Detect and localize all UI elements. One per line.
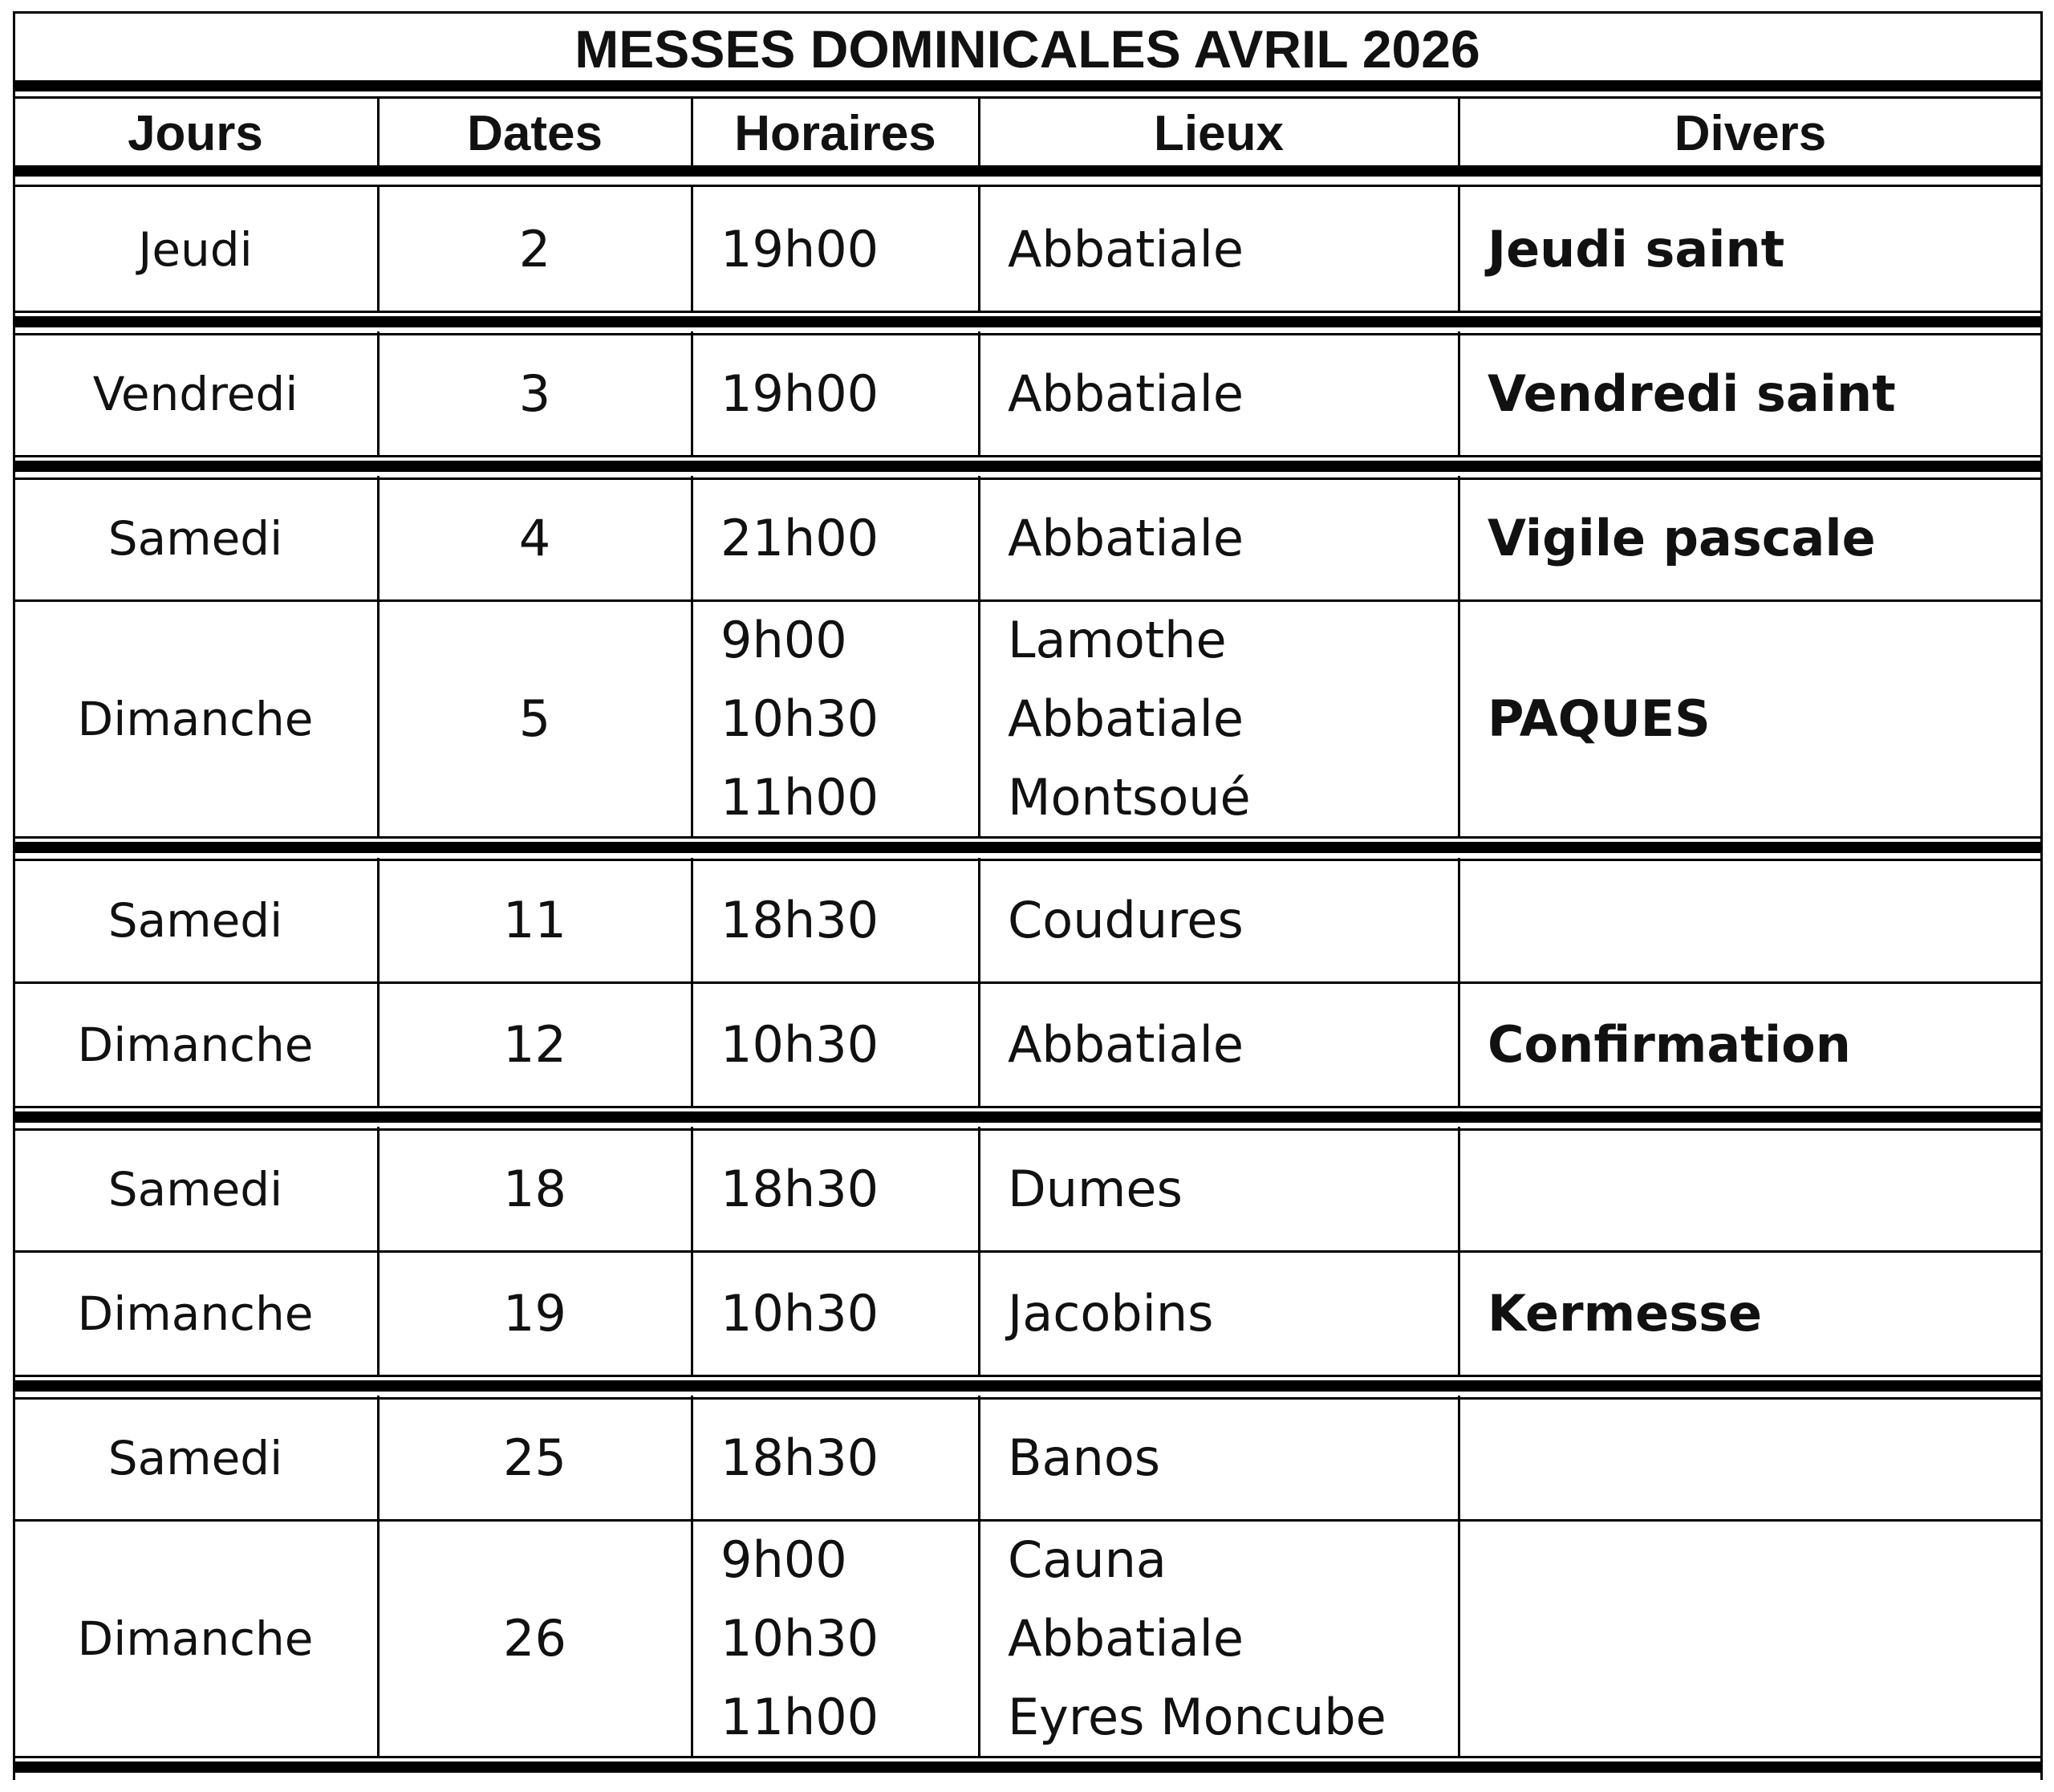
lieu-cell: [979, 1251, 1459, 1375]
date-cell: [378, 600, 692, 837]
header-column-line: [978, 96, 980, 165]
date-cell: [378, 1396, 692, 1520]
horaire-cell: [692, 1127, 979, 1251]
divers-cell: [1459, 476, 2042, 600]
header-column-line: [691, 96, 693, 165]
divers-cell-text: Kermesse: [1488, 1283, 1763, 1343]
column-line: [1458, 858, 1460, 1107]
jour-cell: [13, 476, 378, 600]
jour-cell-text: Dimanche: [77, 1611, 314, 1666]
horaire-cell-text: 18h30: [721, 1428, 879, 1487]
group-end-thin: [13, 836, 2042, 839]
row-divider-line: [13, 599, 2042, 602]
title-divider-band: [13, 80, 2042, 91]
lieu-cell-text: Abbatiale: [1008, 1608, 1244, 1668]
group-start-thin: [13, 1397, 2042, 1400]
group-end-thin: [13, 311, 2042, 313]
lieu-cell-text: Cauna: [1008, 1530, 1167, 1589]
column-line: [1458, 331, 1460, 456]
column-line: [1458, 187, 1460, 311]
divers-cell: [1459, 1127, 2042, 1251]
frame-top-line: [13, 11, 2042, 14]
date-cell: [378, 331, 692, 456]
date-cell-text: 2: [518, 219, 551, 278]
horaire-cell: [692, 600, 979, 837]
jour-cell-text: Vendredi: [92, 366, 298, 421]
lieu-cell: [979, 1127, 1459, 1251]
group-end-thin: [13, 1106, 2042, 1108]
frame-left-line: [13, 11, 15, 1780]
jour-cell: [13, 187, 378, 311]
divers-cell: [1459, 1251, 2042, 1375]
lieu-cell-text: Abbatiale: [1008, 689, 1244, 748]
column-line: [691, 187, 693, 311]
group-start-thin: [13, 1128, 2042, 1131]
lieu-cell-text: Banos: [1008, 1428, 1161, 1487]
jour-cell-text: Dimanche: [77, 1017, 314, 1072]
lieu-cell: [979, 1396, 1459, 1520]
horaire-cell-text: 19h00: [721, 364, 879, 423]
column-line: [978, 476, 980, 837]
horaire-cell: [692, 1396, 979, 1520]
lieu-cell-text: Abbatiale: [1008, 508, 1244, 567]
date-cell: [378, 1251, 692, 1375]
horaire-cell-text: 9h00: [721, 610, 847, 669]
date-cell-text: 12: [503, 1014, 566, 1074]
header-divider-band: [13, 165, 2042, 177]
horaire-cell-text: 19h00: [721, 219, 879, 278]
column-line: [377, 1396, 380, 1757]
date-cell: [378, 187, 692, 311]
header-dates: Dates: [467, 105, 603, 161]
horaire-cell: [692, 476, 979, 600]
horaire-cell-text: 11h00: [721, 1687, 879, 1746]
lieu-cell-text: Eyres Moncube: [1008, 1687, 1386, 1746]
column-line: [691, 858, 693, 1107]
lieu-cell-text: Jacobins: [1008, 1283, 1214, 1343]
column-line: [1458, 1396, 1460, 1757]
date-cell: [378, 1520, 692, 1757]
date-cell: [378, 858, 692, 982]
lieu-cell: [979, 331, 1459, 456]
jour-cell: [13, 331, 378, 456]
horaire-cell: [692, 187, 979, 311]
header-column-line: [377, 96, 380, 165]
divers-cell: [1459, 1396, 2042, 1520]
jour-cell-text: Samedi: [108, 1430, 283, 1485]
date-cell: [378, 476, 692, 600]
group-start-thin: [13, 477, 2042, 480]
lieu-cell-text: Abbatiale: [1008, 219, 1244, 278]
jour-cell-text: Dimanche: [77, 1286, 314, 1341]
column-line: [691, 1396, 693, 1757]
horaire-cell: [692, 982, 979, 1107]
group-end-band: [13, 461, 2042, 472]
column-line: [978, 1396, 980, 1757]
row-divider-line: [13, 1519, 2042, 1522]
column-line: [978, 187, 980, 311]
date-cell-text: 4: [518, 508, 551, 567]
group-end-band: [13, 842, 2042, 853]
lieu-cell-text: Abbatiale: [1008, 364, 1244, 423]
column-line: [377, 858, 380, 1107]
horaire-cell-text: 10h30: [721, 1608, 879, 1668]
divers-cell: [1459, 600, 2042, 837]
column-line: [377, 187, 380, 311]
jour-cell-text: Jeudi: [138, 221, 253, 277]
group-end-thin: [13, 1375, 2042, 1377]
column-line: [978, 858, 980, 1107]
divers-cell-text: Jeudi saint: [1488, 219, 1785, 278]
lieu-cell: [979, 476, 1459, 600]
date-cell-text: 26: [503, 1608, 566, 1668]
lieu-cell-text: Dumes: [1008, 1159, 1183, 1218]
horaire-cell-text: 11h00: [721, 767, 879, 827]
jour-cell: [13, 982, 378, 1107]
date-cell-text: 25: [503, 1428, 566, 1487]
jour-cell-text: Samedi: [108, 510, 283, 566]
group-end-thin: [13, 455, 2042, 457]
column-line: [1458, 476, 1460, 837]
divers-cell-text: Confirmation: [1488, 1014, 1851, 1074]
date-cell-text: 18: [503, 1159, 566, 1218]
group-start-thin: [13, 859, 2042, 861]
header-divider-thin: [13, 185, 2042, 187]
jour-cell: [13, 1520, 378, 1757]
column-line: [377, 331, 380, 456]
divers-cell: [1459, 858, 2042, 982]
divers-cell: [1459, 187, 2042, 311]
group-end-band: [13, 1380, 2042, 1392]
horaire-cell: [692, 1520, 979, 1757]
divers-cell: [1459, 331, 2042, 456]
jour-cell: [13, 1396, 378, 1520]
lieu-cell: [979, 187, 1459, 311]
divers-cell: [1459, 1520, 2042, 1757]
horaire-cell-text: 18h30: [721, 1159, 879, 1218]
date-cell-text: 3: [518, 364, 551, 423]
jour-cell: [13, 1251, 378, 1375]
divers-cell-text: Vendredi saint: [1488, 364, 1896, 423]
horaire-cell-text: 10h30: [721, 1283, 879, 1343]
lieu-cell: [979, 600, 1459, 837]
lieu-cell-text: Montsoué: [1008, 767, 1251, 827]
horaire-cell-text: 10h30: [721, 1014, 879, 1074]
date-cell-text: 5: [518, 689, 551, 748]
jour-cell-text: Dimanche: [77, 691, 314, 746]
jour-cell-text: Samedi: [108, 1161, 283, 1217]
group-end-band: [13, 1762, 2042, 1773]
group-end-band: [13, 316, 2042, 327]
schedule-title: MESSES DOMINICALES AVRIL 2026: [574, 19, 1480, 79]
header-column-line: [1458, 96, 1460, 165]
column-line: [691, 331, 693, 456]
horaire-cell-text: 18h30: [721, 890, 879, 949]
header-divers: Divers: [1674, 105, 1827, 161]
jour-cell: [13, 600, 378, 837]
column-line: [691, 476, 693, 837]
jour-cell-text: Samedi: [108, 892, 283, 948]
column-line: [978, 331, 980, 456]
horaire-cell-text: 21h00: [721, 508, 879, 567]
lieu-cell-text: Coudures: [1008, 890, 1244, 949]
lieu-cell: [979, 858, 1459, 982]
header-lieux: Lieux: [1154, 105, 1284, 161]
lieu-cell: [979, 1520, 1459, 1757]
date-cell: [378, 1127, 692, 1251]
header-jours: Jours: [128, 105, 263, 161]
title-divider-thin: [13, 96, 2042, 99]
horaire-cell-text: 9h00: [721, 1530, 847, 1589]
row-divider-line: [13, 1250, 2042, 1253]
header-horaires: Horaires: [734, 105, 936, 161]
column-line: [1458, 1127, 1460, 1375]
group-end-band: [13, 1111, 2042, 1123]
divers-cell-text: PAQUES: [1488, 689, 1711, 748]
column-line: [377, 1127, 380, 1375]
divers-cell-text: Vigile pascale: [1488, 508, 1876, 567]
row-divider-line: [13, 981, 2042, 984]
date-cell-text: 19: [503, 1283, 566, 1343]
jour-cell: [13, 1127, 378, 1251]
horaire-cell: [692, 1251, 979, 1375]
frame-right-line: [2040, 11, 2043, 1780]
lieu-cell-text: Abbatiale: [1008, 1014, 1244, 1074]
horaire-cell: [692, 858, 979, 982]
date-cell-text: 11: [503, 890, 566, 949]
divers-cell: [1459, 982, 2042, 1107]
column-line: [691, 1127, 693, 1375]
group-start-thin: [13, 333, 2042, 335]
group-end-thin: [13, 1756, 2042, 1758]
jour-cell: [13, 858, 378, 982]
horaire-cell-text: 10h30: [721, 689, 879, 748]
column-line: [978, 1127, 980, 1375]
horaire-cell: [692, 331, 979, 456]
lieu-cell: [979, 982, 1459, 1107]
date-cell: [378, 982, 692, 1107]
column-line: [377, 476, 380, 837]
lieu-cell-text: Lamothe: [1008, 610, 1227, 669]
